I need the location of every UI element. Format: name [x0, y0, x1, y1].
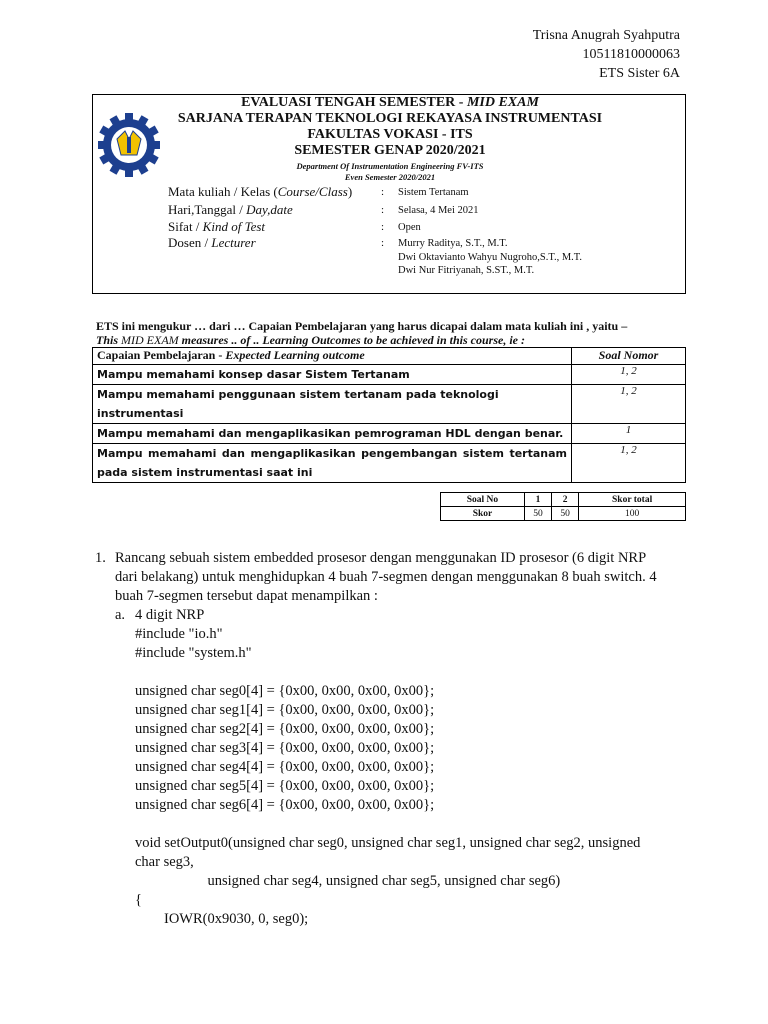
lo-header-row: [93, 348, 686, 365]
lo-desc: Mampu memahami dan mengaplikasikan pemrograman HDL dengan benar.: [93, 424, 572, 444]
score-table: [440, 492, 686, 521]
code-line: unsigned char seg2[4] = {0x00, 0x00, 0x00, 0x00};: [135, 721, 435, 737]
code-line: [135, 815, 640, 834]
ets-statement: ETS ini mengukur … dari … Capaian Pembelajaran yang harus dicapai dalam mata kuliah ini , yaitu –: [96, 319, 628, 333]
sub-question-text: 4 digit NRP: [135, 607, 205, 623]
score-row: [441, 507, 686, 521]
question-number: 1.: [95, 550, 106, 566]
header-title-italic: MID EXAM: [466, 95, 539, 110]
info-kind-value: Open: [398, 222, 421, 233]
header-semester: SEMESTER GENAP 2020/2021: [294, 143, 486, 158]
ets-en-b: MID EXAM: [121, 333, 179, 347]
table-row: [93, 424, 686, 444]
info-date-value: Selasa, 4 Mei 2021: [398, 205, 479, 216]
its-logo-icon: [98, 112, 160, 178]
lecturer-2: Dwi Oktavianto Wahyu Nugroho,S.T., M.T.: [398, 251, 583, 263]
score-cell: 100: [579, 507, 686, 521]
question-line: dari belakang) untuk menghidupkan 4 buah 7-segmen dengan menggunakan 8 buah switch. 4: [115, 569, 657, 585]
info-kind-label-text: Sifat /: [168, 219, 203, 234]
info-lecturer-label-text: Dosen /: [168, 235, 212, 250]
header-department: Department Of Instrumentation Engineering FV-ITS: [296, 161, 484, 171]
table-row: [93, 444, 686, 483]
info-colon: :: [381, 204, 385, 216]
student-class: ETS Sister 6A: [599, 66, 680, 81]
code-line: unsigned char seg4[4] = {0x00, 0x00, 0x00, 0x00};: [135, 759, 435, 775]
score-header-cell: Skor total: [579, 493, 686, 507]
code-line: #include "io.h": [135, 626, 223, 642]
info-lecturer-label-italic: Lecturer: [211, 235, 256, 250]
lecturer-3: Dwi Nur Fitriyanah, S.ST., M.T.: [398, 265, 535, 276]
info-date-label: [168, 202, 293, 218]
info-course-label: [168, 184, 352, 200]
header-faculty: FAKULTAS VOKASI - ITS: [307, 127, 473, 142]
info-date-label-italic: Day,date: [246, 202, 293, 217]
sub-question-letter: a.: [115, 607, 126, 623]
code-line: IOWR(0x9030, 0, seg0);: [135, 911, 309, 927]
score-header-cell: Soal No: [441, 493, 525, 507]
info-lecturer-label: [168, 235, 256, 251]
code-line: unsigned char seg6[4] = {0x00, 0x00, 0x00, 0x00};: [135, 797, 435, 813]
score-header-cell: 2: [552, 493, 579, 507]
ets-statement-english: [96, 333, 525, 348]
info-lecturer-value: [398, 237, 582, 278]
question-line: buah 7-segmen tersebut dapat menampilkan :: [115, 588, 378, 604]
info-colon: :: [381, 186, 385, 198]
info-course-value: Sistem Tertanam: [398, 187, 469, 198]
lo-num: 1, 2: [572, 385, 686, 424]
lo-desc: Mampu memahami penggunaan sistem tertanam pada teknologi instrumentasi: [93, 385, 572, 424]
code-line: unsigned char seg4, unsigned char seg5, unsigned char seg6): [135, 873, 561, 889]
info-kind-label-italic: Kind of Test: [202, 219, 266, 234]
lecturer-1: Murry Raditya, S.T., M.T.: [398, 238, 508, 249]
student-name: Trisna Anugrah Syahputra: [532, 28, 680, 43]
info-colon: :: [381, 221, 385, 233]
code-line: unsigned char seg0[4] = {0x00, 0x00, 0x00, 0x00};: [135, 683, 435, 699]
info-course-label-suffix: ): [347, 184, 353, 199]
learning-outcome-table: [92, 347, 686, 483]
lo-header-italic: Expected Learning outcome: [225, 348, 365, 362]
score-header-cell: 1: [524, 493, 551, 507]
student-nrp: 10511810000063: [582, 47, 680, 62]
score-header-row: [441, 493, 686, 507]
info-colon: :: [381, 237, 385, 249]
lo-num: 1, 2: [572, 444, 686, 483]
question-text: [115, 549, 695, 606]
code-line: unsigned char seg5[4] = {0x00, 0x00, 0x00, 0x00};: [135, 778, 435, 794]
code-line: #include "system.h": [135, 645, 252, 661]
lo-header-num: Soal Nomor: [572, 348, 686, 365]
info-course-label-italic: Course/Class: [277, 184, 348, 199]
code-line: char seg3,: [135, 854, 194, 870]
lo-num: 1, 2: [572, 365, 686, 385]
info-course-label-text: Mata kuliah / Kelas (: [168, 184, 278, 199]
code-line: unsigned char seg3[4] = {0x00, 0x00, 0x00, 0x00};: [135, 740, 435, 756]
info-date-label-text: Hari,Tanggal /: [168, 202, 247, 217]
score-cell: 50: [524, 507, 551, 521]
lo-num: 1: [572, 424, 686, 444]
lo-header-desc: [93, 348, 572, 365]
info-kind-label: [168, 219, 265, 235]
code-line: [135, 663, 640, 682]
code-line: {: [135, 892, 142, 908]
code-line: void setOutput0(unsigned char seg0, unsigned char seg1, unsigned char seg2, unsigned: [135, 835, 641, 851]
question-line: Rancang sebuah sistem embedded prosesor dengan menggunakan ID prosesor (6 digit NRP: [115, 550, 647, 566]
student-info: [533, 26, 680, 83]
header-title-text: EVALUASI TENGAH SEMESTER -: [241, 95, 467, 110]
code-block: [135, 625, 640, 929]
header-title: [93, 95, 687, 111]
ets-en-c: measures .. of .. Learning Outcomes to be achieved in this course, ie :: [178, 333, 525, 347]
score-cell: Skor: [441, 507, 525, 521]
score-cell: 50: [552, 507, 579, 521]
lo-header-prefix: Capaian Pembelajaran -: [97, 348, 226, 362]
header-even-semester: Even Semester 2020/2021: [344, 172, 436, 182]
ets-en-a: This: [96, 333, 122, 347]
header-program: SARJANA TERAPAN TEKNOLOGI REKAYASA INSTRUMENTASI: [177, 111, 603, 126]
code-line: unsigned char seg1[4] = {0x00, 0x00, 0x00, 0x00};: [135, 702, 435, 718]
table-row: [93, 365, 686, 385]
lo-desc: Mampu memahami konsep dasar Sistem Tertanam: [93, 365, 572, 385]
lo-desc: Mampu memahami dan mengaplikasikan pengembangan sistem tertanam pada sistem instrumentasi saat ini: [93, 444, 572, 483]
table-row: [93, 385, 686, 424]
